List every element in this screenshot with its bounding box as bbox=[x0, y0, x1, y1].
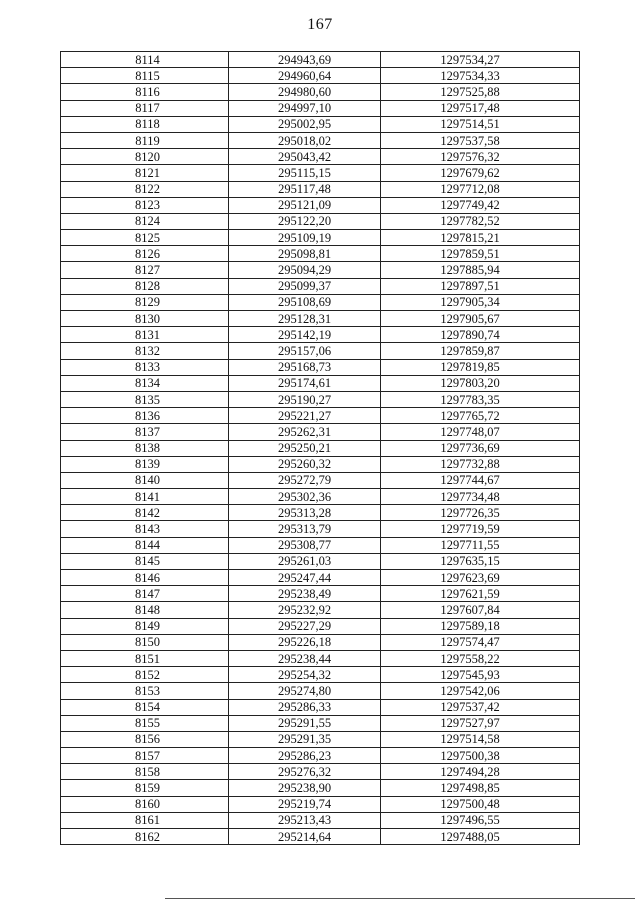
table-row bbox=[61, 327, 580, 343]
coordinates-table bbox=[60, 51, 580, 845]
point-number-cell: 8148 bbox=[61, 602, 229, 618]
point-number-cell: 8124 bbox=[61, 213, 229, 229]
x-coordinate-cell: 295250,21 bbox=[229, 440, 381, 456]
y-coordinate-cell: 1297783,35 bbox=[381, 391, 580, 407]
point-number-cell: 8153 bbox=[61, 683, 229, 699]
point-number-cell: 8158 bbox=[61, 764, 229, 780]
x-coordinate-cell: 295128,31 bbox=[229, 311, 381, 327]
point-number-cell: 8138 bbox=[61, 440, 229, 456]
y-coordinate-cell: 1297744,67 bbox=[381, 472, 580, 488]
x-coordinate-cell: 295238,90 bbox=[229, 780, 381, 796]
table-row bbox=[61, 618, 580, 634]
point-number-cell: 8151 bbox=[61, 650, 229, 666]
table-row bbox=[61, 68, 580, 84]
table-row bbox=[61, 731, 580, 747]
y-coordinate-cell: 1297542,06 bbox=[381, 683, 580, 699]
table-row bbox=[61, 764, 580, 780]
x-coordinate-cell: 295291,55 bbox=[229, 715, 381, 731]
y-coordinate-cell: 1297558,22 bbox=[381, 650, 580, 666]
table-row bbox=[61, 796, 580, 812]
x-coordinate-cell: 295238,44 bbox=[229, 650, 381, 666]
y-coordinate-cell: 1297859,51 bbox=[381, 246, 580, 262]
x-coordinate-cell: 295254,32 bbox=[229, 667, 381, 683]
y-coordinate-cell: 1297545,93 bbox=[381, 667, 580, 683]
point-number-cell: 8130 bbox=[61, 311, 229, 327]
table-row bbox=[61, 829, 580, 845]
y-coordinate-cell: 1297574,47 bbox=[381, 634, 580, 650]
x-coordinate-cell: 295291,35 bbox=[229, 731, 381, 747]
table-row bbox=[61, 181, 580, 197]
x-coordinate-cell: 295099,37 bbox=[229, 278, 381, 294]
y-coordinate-cell: 1297885,94 bbox=[381, 262, 580, 278]
point-number-cell: 8141 bbox=[61, 489, 229, 505]
x-coordinate-cell: 295043,42 bbox=[229, 149, 381, 165]
table-row bbox=[61, 489, 580, 505]
y-coordinate-cell: 1297514,58 bbox=[381, 731, 580, 747]
table-row bbox=[61, 521, 580, 537]
y-coordinate-cell: 1297534,27 bbox=[381, 52, 580, 68]
y-coordinate-cell: 1297488,05 bbox=[381, 829, 580, 845]
x-coordinate-cell: 295094,29 bbox=[229, 262, 381, 278]
x-coordinate-cell: 295262,31 bbox=[229, 424, 381, 440]
x-coordinate-cell: 295261,03 bbox=[229, 553, 381, 569]
y-coordinate-cell: 1297712,08 bbox=[381, 181, 580, 197]
table-row bbox=[61, 343, 580, 359]
point-number-cell: 8140 bbox=[61, 472, 229, 488]
x-coordinate-cell: 295122,20 bbox=[229, 213, 381, 229]
y-coordinate-cell: 1297748,07 bbox=[381, 424, 580, 440]
x-coordinate-cell: 295098,81 bbox=[229, 246, 381, 262]
point-number-cell: 8150 bbox=[61, 634, 229, 650]
y-coordinate-cell: 1297905,67 bbox=[381, 311, 580, 327]
y-coordinate-cell: 1297525,88 bbox=[381, 84, 580, 100]
table-row bbox=[61, 634, 580, 650]
x-coordinate-cell: 295108,69 bbox=[229, 294, 381, 310]
point-number-cell: 8146 bbox=[61, 570, 229, 586]
x-coordinate-cell: 295018,02 bbox=[229, 132, 381, 148]
y-coordinate-cell: 1297514,51 bbox=[381, 116, 580, 132]
point-number-cell: 8131 bbox=[61, 327, 229, 343]
point-number-cell: 8116 bbox=[61, 84, 229, 100]
table-row bbox=[61, 570, 580, 586]
table-row bbox=[61, 440, 580, 456]
page-number: 167 bbox=[307, 16, 333, 33]
point-number-cell: 8133 bbox=[61, 359, 229, 375]
x-coordinate-cell: 295286,23 bbox=[229, 748, 381, 764]
x-coordinate-cell: 295276,32 bbox=[229, 764, 381, 780]
y-coordinate-cell: 1297819,85 bbox=[381, 359, 580, 375]
table-row bbox=[61, 683, 580, 699]
point-number-cell: 8118 bbox=[61, 116, 229, 132]
y-coordinate-cell: 1297859,87 bbox=[381, 343, 580, 359]
point-number-cell: 8149 bbox=[61, 618, 229, 634]
point-number-cell: 8157 bbox=[61, 748, 229, 764]
table-row bbox=[61, 294, 580, 310]
table-row bbox=[61, 132, 580, 148]
point-number-cell: 8120 bbox=[61, 149, 229, 165]
y-coordinate-cell: 1297527,97 bbox=[381, 715, 580, 731]
x-coordinate-cell: 295109,19 bbox=[229, 230, 381, 246]
point-number-cell: 8126 bbox=[61, 246, 229, 262]
y-coordinate-cell: 1297623,69 bbox=[381, 570, 580, 586]
y-coordinate-cell: 1297803,20 bbox=[381, 375, 580, 391]
point-number-cell: 8152 bbox=[61, 667, 229, 683]
point-number-cell: 8145 bbox=[61, 553, 229, 569]
table-row bbox=[61, 278, 580, 294]
point-number-cell: 8127 bbox=[61, 262, 229, 278]
table-row bbox=[61, 456, 580, 472]
table-row bbox=[61, 812, 580, 828]
table-row bbox=[61, 391, 580, 407]
table-row bbox=[61, 699, 580, 715]
x-coordinate-cell: 295308,77 bbox=[229, 537, 381, 553]
point-number-cell: 8155 bbox=[61, 715, 229, 731]
table-row bbox=[61, 311, 580, 327]
y-coordinate-cell: 1297621,59 bbox=[381, 586, 580, 602]
y-coordinate-cell: 1297719,59 bbox=[381, 521, 580, 537]
x-coordinate-cell: 295313,79 bbox=[229, 521, 381, 537]
point-number-cell: 8125 bbox=[61, 230, 229, 246]
x-coordinate-cell: 295219,74 bbox=[229, 796, 381, 812]
point-number-cell: 8121 bbox=[61, 165, 229, 181]
y-coordinate-cell: 1297732,88 bbox=[381, 456, 580, 472]
x-coordinate-cell: 295115,15 bbox=[229, 165, 381, 181]
x-coordinate-cell: 295174,61 bbox=[229, 375, 381, 391]
y-coordinate-cell: 1297734,48 bbox=[381, 489, 580, 505]
x-coordinate-cell: 295117,48 bbox=[229, 181, 381, 197]
y-coordinate-cell: 1297500,48 bbox=[381, 796, 580, 812]
table-row bbox=[61, 149, 580, 165]
table-row bbox=[61, 100, 580, 116]
y-coordinate-cell: 1297589,18 bbox=[381, 618, 580, 634]
point-number-cell: 8129 bbox=[61, 294, 229, 310]
point-number-cell: 8123 bbox=[61, 197, 229, 213]
table-row bbox=[61, 262, 580, 278]
x-coordinate-cell: 295142,19 bbox=[229, 327, 381, 343]
table-row bbox=[61, 748, 580, 764]
point-number-cell: 8117 bbox=[61, 100, 229, 116]
x-coordinate-cell: 295221,27 bbox=[229, 408, 381, 424]
x-coordinate-cell: 295213,43 bbox=[229, 812, 381, 828]
x-coordinate-cell: 295260,32 bbox=[229, 456, 381, 472]
x-coordinate-cell: 294980,60 bbox=[229, 84, 381, 100]
y-coordinate-cell: 1297494,28 bbox=[381, 764, 580, 780]
y-coordinate-cell: 1297815,21 bbox=[381, 230, 580, 246]
x-coordinate-cell: 294960,64 bbox=[229, 68, 381, 84]
x-coordinate-cell: 294943,69 bbox=[229, 52, 381, 68]
point-number-cell: 8139 bbox=[61, 456, 229, 472]
table-row bbox=[61, 667, 580, 683]
y-coordinate-cell: 1297537,58 bbox=[381, 132, 580, 148]
point-number-cell: 8135 bbox=[61, 391, 229, 407]
bottom-rule bbox=[165, 898, 635, 899]
table-row bbox=[61, 650, 580, 666]
y-coordinate-cell: 1297576,32 bbox=[381, 149, 580, 165]
x-coordinate-cell: 294997,10 bbox=[229, 100, 381, 116]
y-coordinate-cell: 1297897,51 bbox=[381, 278, 580, 294]
table-row bbox=[61, 213, 580, 229]
y-coordinate-cell: 1297726,35 bbox=[381, 505, 580, 521]
point-number-cell: 8160 bbox=[61, 796, 229, 812]
table-row bbox=[61, 165, 580, 181]
table-row bbox=[61, 602, 580, 618]
y-coordinate-cell: 1297711,55 bbox=[381, 537, 580, 553]
table-row bbox=[61, 424, 580, 440]
x-coordinate-cell: 295274,80 bbox=[229, 683, 381, 699]
point-number-cell: 8122 bbox=[61, 181, 229, 197]
y-coordinate-cell: 1297765,72 bbox=[381, 408, 580, 424]
y-coordinate-cell: 1297496,55 bbox=[381, 812, 580, 828]
y-coordinate-cell: 1297500,38 bbox=[381, 748, 580, 764]
y-coordinate-cell: 1297890,74 bbox=[381, 327, 580, 343]
y-coordinate-cell: 1297537,42 bbox=[381, 699, 580, 715]
x-coordinate-cell: 295002,95 bbox=[229, 116, 381, 132]
point-number-cell: 8162 bbox=[61, 829, 229, 845]
table-row bbox=[61, 197, 580, 213]
x-coordinate-cell: 295272,79 bbox=[229, 472, 381, 488]
x-coordinate-cell: 295232,92 bbox=[229, 602, 381, 618]
y-coordinate-cell: 1297679,62 bbox=[381, 165, 580, 181]
table-row bbox=[61, 472, 580, 488]
table-row bbox=[61, 586, 580, 602]
y-coordinate-cell: 1297736,69 bbox=[381, 440, 580, 456]
point-number-cell: 8114 bbox=[61, 52, 229, 68]
y-coordinate-cell: 1297782,52 bbox=[381, 213, 580, 229]
point-number-cell: 8144 bbox=[61, 537, 229, 553]
point-number-cell: 8128 bbox=[61, 278, 229, 294]
y-coordinate-cell: 1297607,84 bbox=[381, 602, 580, 618]
point-number-cell: 8156 bbox=[61, 731, 229, 747]
table-row bbox=[61, 116, 580, 132]
table-row bbox=[61, 359, 580, 375]
table-row bbox=[61, 553, 580, 569]
table-row bbox=[61, 230, 580, 246]
point-number-cell: 8154 bbox=[61, 699, 229, 715]
table-row bbox=[61, 52, 580, 68]
x-coordinate-cell: 295168,73 bbox=[229, 359, 381, 375]
table-row bbox=[61, 84, 580, 100]
table-row bbox=[61, 375, 580, 391]
x-coordinate-cell: 295157,06 bbox=[229, 343, 381, 359]
x-coordinate-cell: 295121,09 bbox=[229, 197, 381, 213]
point-number-cell: 8147 bbox=[61, 586, 229, 602]
y-coordinate-cell: 1297749,42 bbox=[381, 197, 580, 213]
point-number-cell: 8136 bbox=[61, 408, 229, 424]
x-coordinate-cell: 295313,28 bbox=[229, 505, 381, 521]
y-coordinate-cell: 1297517,48 bbox=[381, 100, 580, 116]
x-coordinate-cell: 295247,44 bbox=[229, 570, 381, 586]
x-coordinate-cell: 295190,27 bbox=[229, 391, 381, 407]
point-number-cell: 8137 bbox=[61, 424, 229, 440]
table-row bbox=[61, 537, 580, 553]
point-number-cell: 8142 bbox=[61, 505, 229, 521]
y-coordinate-cell: 1297534,33 bbox=[381, 68, 580, 84]
point-number-cell: 8119 bbox=[61, 132, 229, 148]
point-number-cell: 8134 bbox=[61, 375, 229, 391]
x-coordinate-cell: 295214,64 bbox=[229, 829, 381, 845]
y-coordinate-cell: 1297635,15 bbox=[381, 553, 580, 569]
point-number-cell: 8161 bbox=[61, 812, 229, 828]
x-coordinate-cell: 295238,49 bbox=[229, 586, 381, 602]
x-coordinate-cell: 295227,29 bbox=[229, 618, 381, 634]
x-coordinate-cell: 295226,18 bbox=[229, 634, 381, 650]
y-coordinate-cell: 1297905,34 bbox=[381, 294, 580, 310]
coordinates-table-body bbox=[61, 52, 580, 845]
x-coordinate-cell: 295302,36 bbox=[229, 489, 381, 505]
table-row bbox=[61, 780, 580, 796]
table-row bbox=[61, 408, 580, 424]
table-row bbox=[61, 505, 580, 521]
point-number-cell: 8132 bbox=[61, 343, 229, 359]
table-row bbox=[61, 715, 580, 731]
x-coordinate-cell: 295286,33 bbox=[229, 699, 381, 715]
y-coordinate-cell: 1297498,85 bbox=[381, 780, 580, 796]
point-number-cell: 8143 bbox=[61, 521, 229, 537]
table-row bbox=[61, 246, 580, 262]
point-number-cell: 8159 bbox=[61, 780, 229, 796]
point-number-cell: 8115 bbox=[61, 68, 229, 84]
